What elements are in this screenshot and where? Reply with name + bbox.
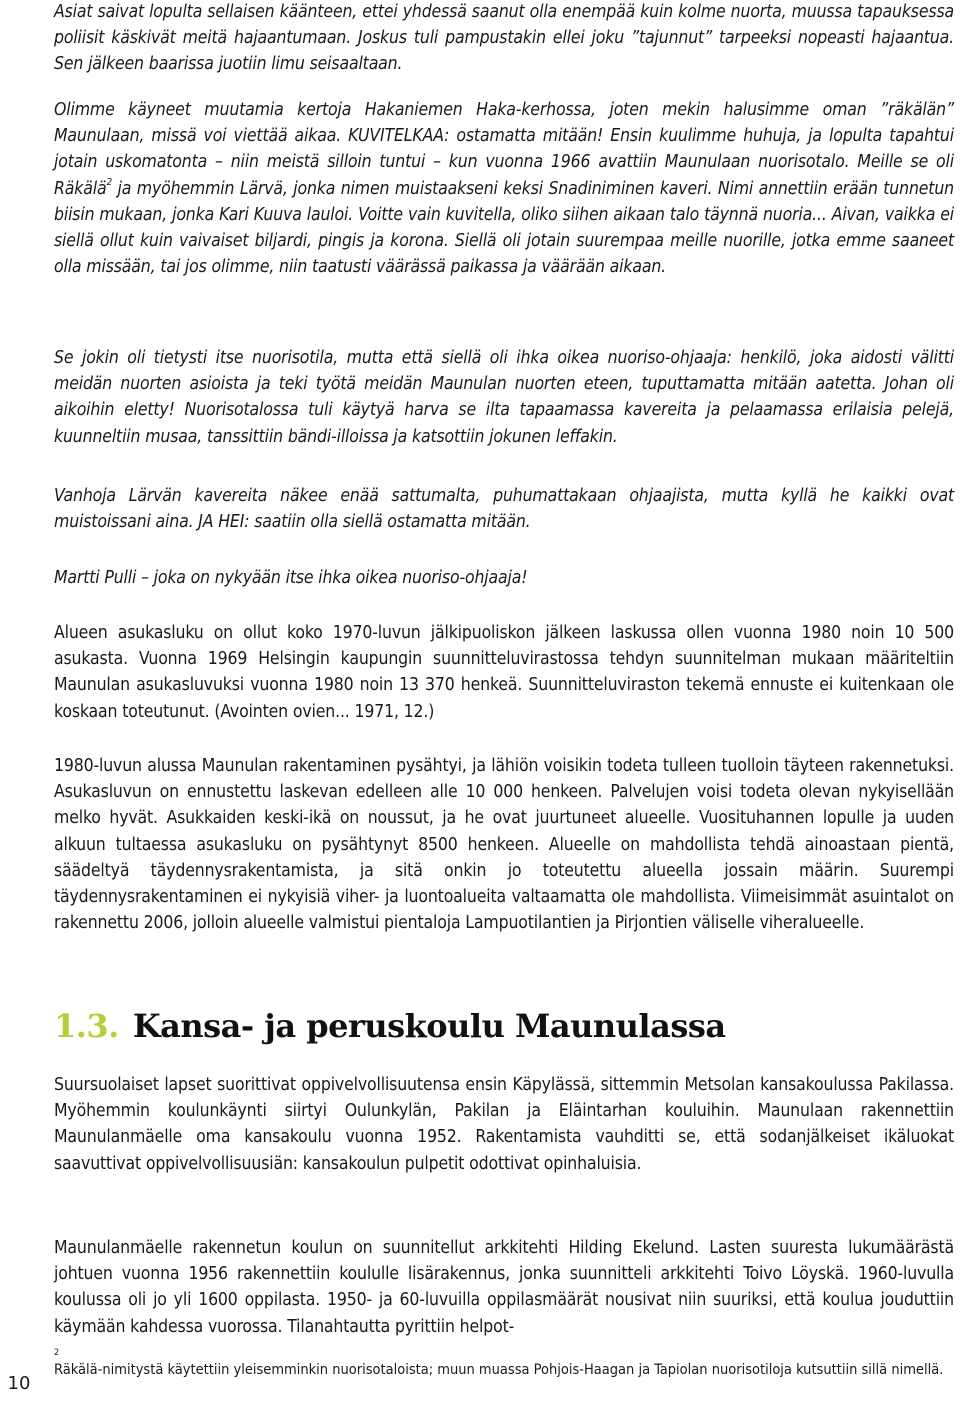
footnote: 2 Räkälä-nimitystä käytettiin yleisemminkin nuorisotaloista; muun muassa Pohjois-Haagan ja Tapiolan nuorisotiloja kutsuttiin sillä nimellä. [54,1348,944,1378]
section-number: 1.3. [54,1007,119,1045]
section-title: Kansa- ja peruskoulu Maunulassa [132,1007,726,1045]
section-heading [54,1004,726,1048]
paragraph-quote-1: Asiat saivat lopulta sellaisen käänteen, ettei yhdessä saanut olla enempää kuin kolme nuorta, muussa tapauksessa poliisit käskivät meitä hajaantumaan. Joskus tuli pampustakin ellei joku ”tajunnut” tarpeeksi nopeasti hajaantua. Sen jälkeen baarissa juotiin limu seisaaltaan. [54,2,954,75]
quote-signature: Martti Pulli – joka on nykyään itse ihka oikea nuoriso-ohjaaja! [54,568,528,588]
paragraph-schools-1: Suursuolaiset lapset suorittivat oppivelvollisuutensa ensin Käpylässä, sittemmin Metsolan kansakoulussa Pakilassa. Myöhemmin koulunkäynti siirtyi Oulunkylän, Pakilan ja Eläintarhan kouluihin. Maunulaan rakennettiin Maunulanmäelle oma kansakoulu vuonna 1952. Rakentamista vauhditti se, että sodanjälkeiset ikäluokat saavuttivat oppivelvollisuusiän: kansakoulun pulpetit odottivat opinhaluisia. [54,1075,954,1174]
footnote-reference: 2 [106,176,113,188]
paragraph-quote-2 [54,97,954,280]
paragraph-schools-2: Maunulanmäelle rakennetun koulun on suunnitellut arkkitehti Hilding Ekelund. Lasten suuresta lukumäärästä johtuen vuonna 1956 rakennettiin koululle lisärakennus, jonka suunnitteli arkkitehti Toivo Löyskä. 1960-luvulla koulussa oli jo yli 1600 oppilasta. 1950- ja 60-luvuilla oppilasmäärät nousivat niin suuriksi, että koulua jouduttiin käymään kahdessa vuorossa. Tilanahtautta pyrittiin helpot- [54,1238,954,1337]
paragraph-1980s: 1980-luvun alussa Maunulan rakentaminen pysähtyi, ja lähiön voisikin todeta tulleen tuolloin täyteen rakennetuksi. Asukasluvun on ennustettu laskevan edelleen alle 10 000 henkeen. Palvelujen voisi todeta olevan nykyisellään melko hyvät. Asukkaiden keski-ikä on noussut, ja he ovat juurtuneet alueelle. Vuosituhannen lopulle ja uuden alkuun tultaessa asukasluku on pysähtynyt 8500 henkeen. Alueelle on mahdollista tehdä ainoastaan pientä, säädeltyä täydennysrakentamista, ja sitä onkin jo toteutettu alueella jossain määrin. Suurempi täydennysrakentaminen ei nykyisiä viher- ja luontoalueita valtaamatta ole mahdollista. Viimeisimmät asuintalot on rakennettu 2006, jolloin alueelle valmistui pientaloja Lampuotilantien ja Pirjontien väliselle viheralueelle. [54,756,954,934]
footnote-text: Räkälä-nimitystä käytettiin yleisemminkin nuorisotaloista; muun muassa Pohjois-Haagan ja Tapiolan nuorisotiloja kutsuttiin sillä nimellä. [54,1362,944,1378]
paragraph-quote-2-part-b: ja myöhemmin Lärvä, jonka nimen muistaakseni keksi Snadiniminen kaveri. Nimi annettiin erään tunnetun biisin mukaan, jonka Kari Kuuva lauloi. Voitte vain kuvitella, oliko siihen aikaan talo täynnä nuoria... Aivan, vaikka ei siellä ollut kuin vaivaiset biljardi, pingis ja korona. Siellä oli jotain suurempaa meille nuorille, jotka emme saaneet olla missään, tai jos olimme, niin taatusti väärässä paikassa ja väärään aikaan. [54,178,954,278]
page-number: 10 [7,1373,31,1394]
paragraph-quote-3: Se jokin oli tietysti itse nuorisotila, mutta että siellä oli ihka oikea nuoriso-ohjaaja: henkilö, joka aidosti välitti meidän nuorten asioista ja teki työtä meidän Maunulan nuorten eteen, tuputtamatta mitään aatetta. Johan oli aikoihin eletty! Nuorisotalossa tuli käytyä harva se ilta tapaamassa kavereita ja pelaamassa erilaisia pelejä, kuunneltiin musaa, tanssittiin bändi-illoissa ja katsottiin jokunen leffakin. [54,348,954,447]
paragraph-quote-2-part-a: Olimme käyneet muutamia kertoja Hakaniemen Haka-kerhossa, joten mekin halusimme oman ”räkälän” Maunulaan, missä voi viettää aikaa. KUVITELKAA: ostamatta mitään! Ensin kuulimme huhuja, ja lopulta tapahtui jotain uskomatonta – niin meistä silloin tuntui – kun vuonna 1966 avattiin Maunulaan nuorisotalo. Meille se oli Räkälä [54,100,954,199]
paragraph-population: Alueen asukasluku on ollut koko 1970-luvun jälkipuoliskon jälkeen laskussa ollen vuonna 1980 noin 10 500 asukasta. Vuonna 1969 Helsingin kaupungin suunnitteluvirastossa tehdyn suunnitelman mukaan määriteltiin Maunulan asukasluvuksi vuonna 1980 noin 13 370 henkeä. Suunnitteluviraston tekemä ennuste ei kuitenkaan ole koskaan toteutunut. (Avointen ovien... 1971, 12.) [54,623,954,722]
paragraph-quote-4: Vanhoja Lärvän kavereita näkee enää sattumalta, puhumattakaan ohjaajista, mutta kyllä he kaikki ovat muistoissani aina. JA HEI: saatiin olla siellä ostamatta mitään. [54,486,954,533]
